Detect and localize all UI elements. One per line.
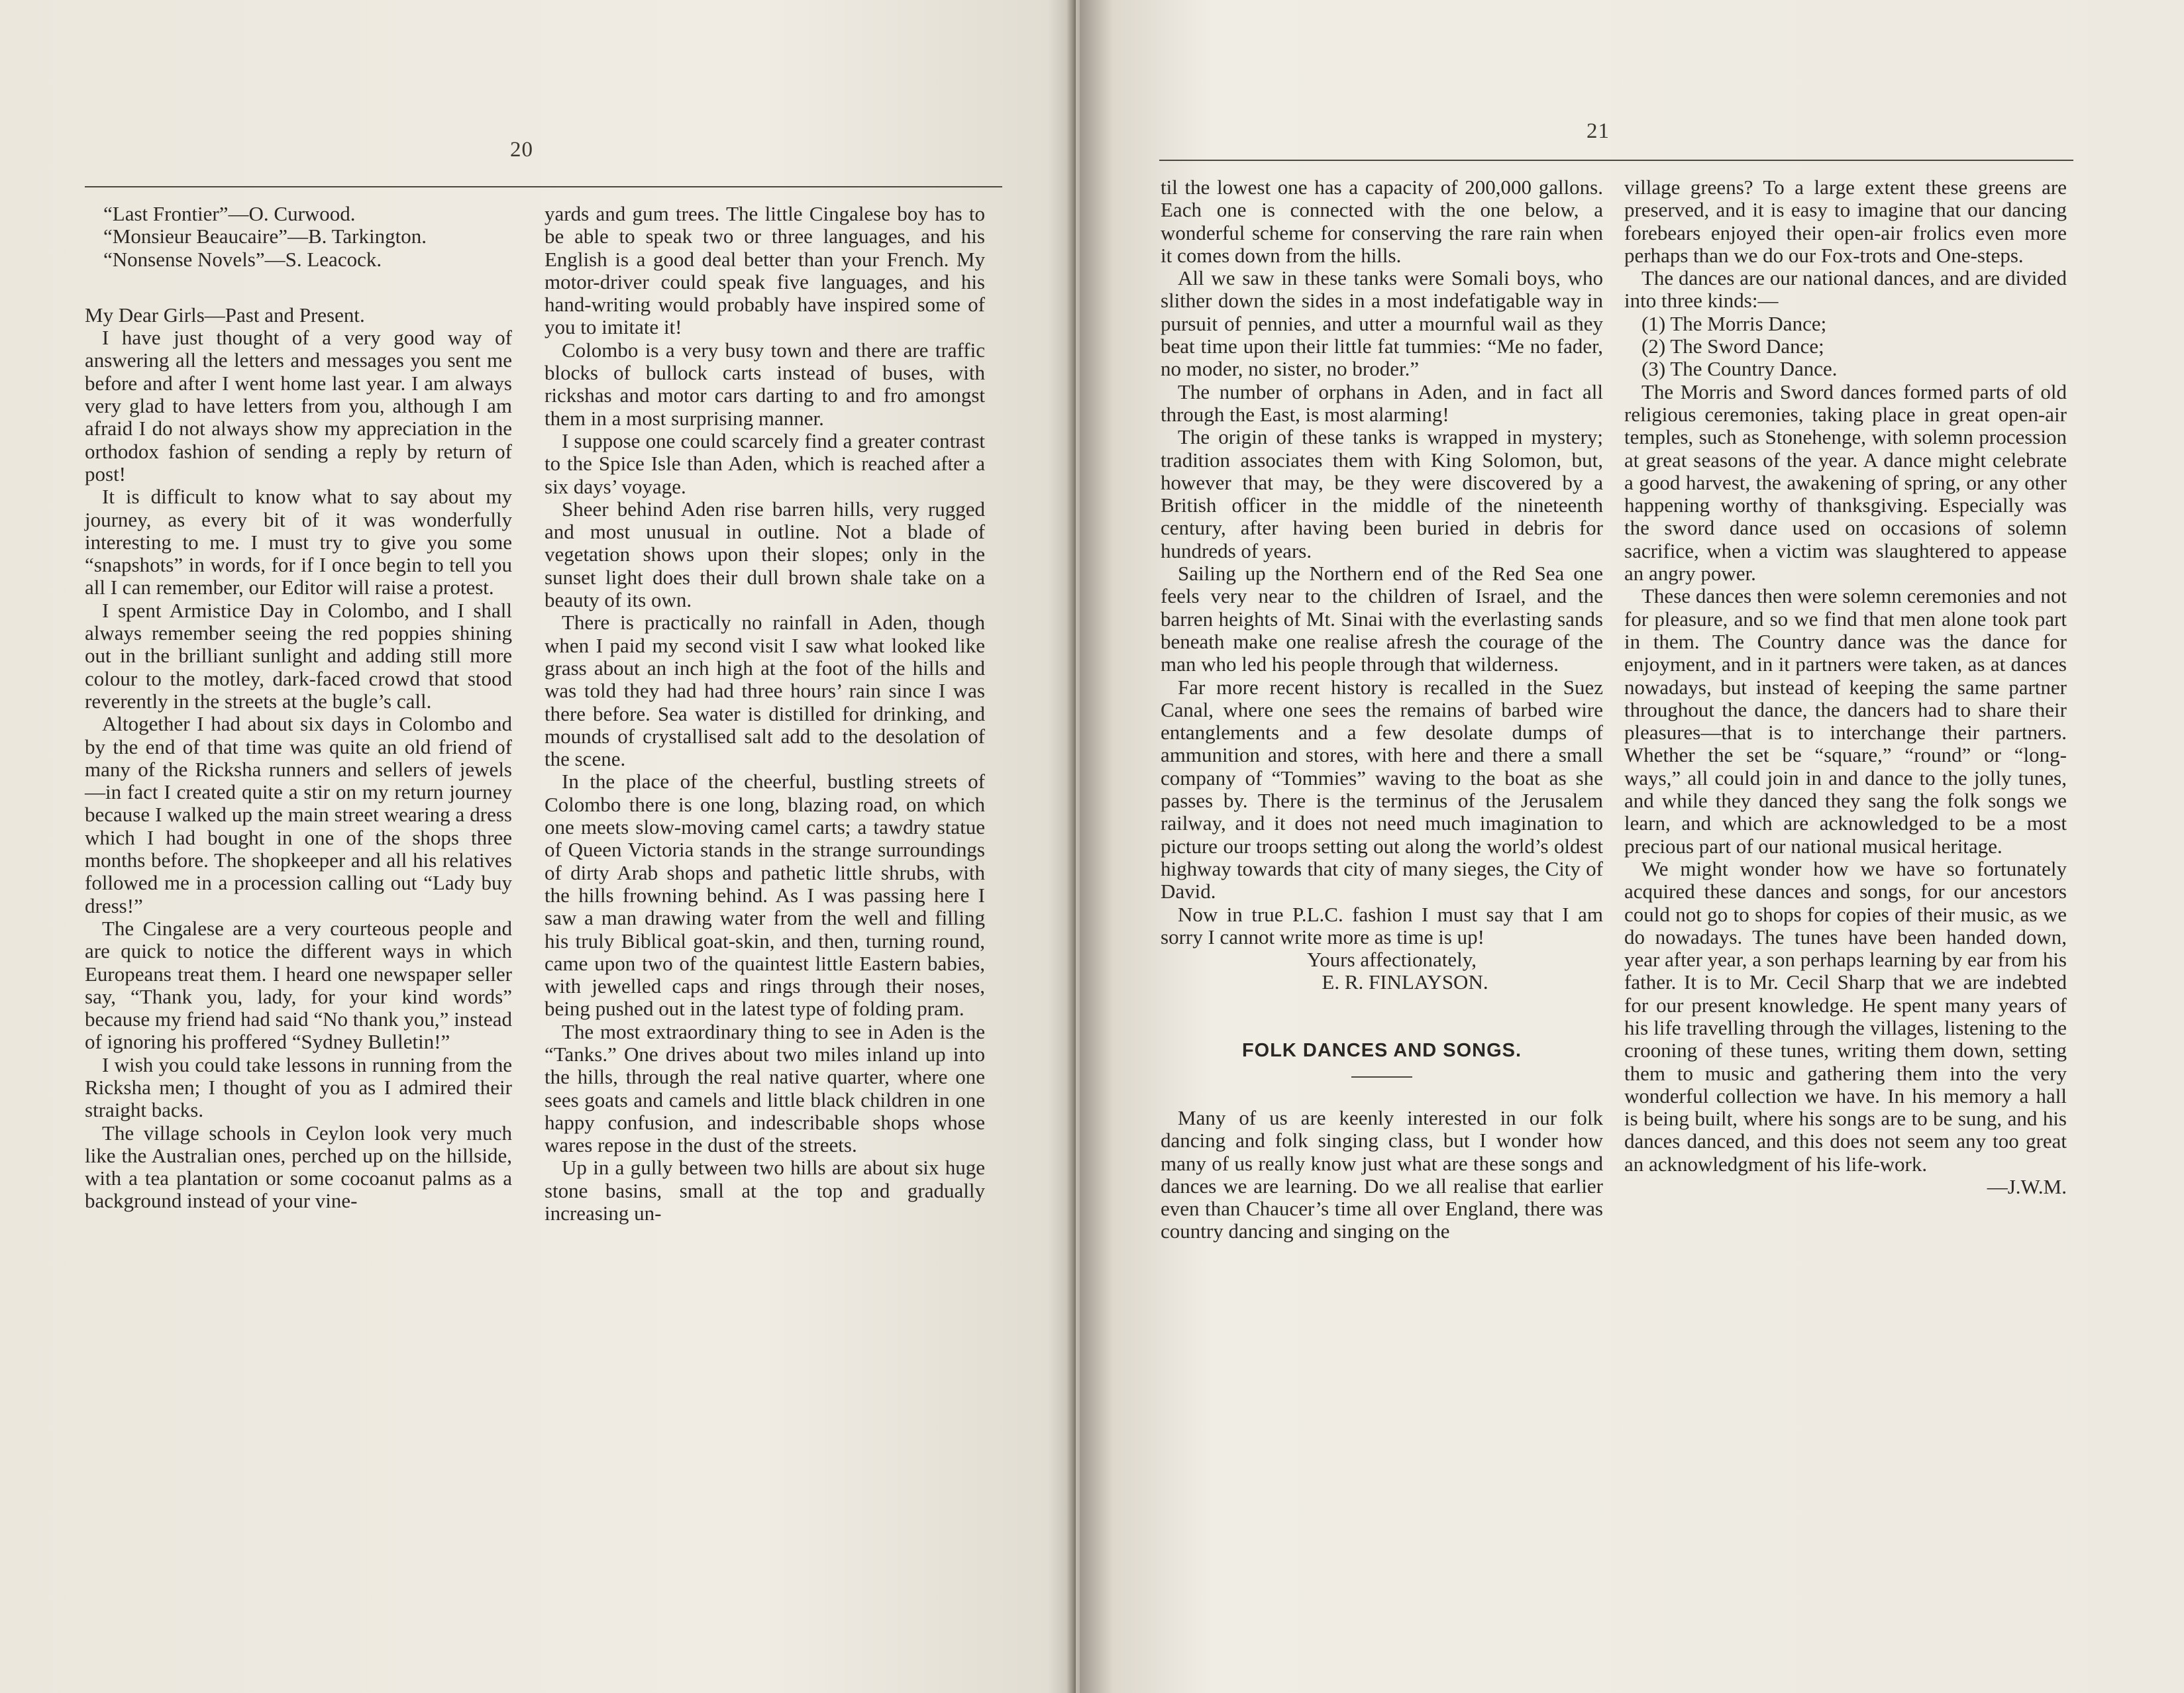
letter-signature: E. R. FINLAYSON. <box>1322 970 1488 994</box>
paragraph: We might wonder how we have so fortunately acquired these dances and songs, for our ancestors could not go to shops for copies of their music, as we do nowadays. The tunes have been handed down, year after year, a son perhaps learning by ear from his father. It is to Mr. Cecil Sharp that we are indebted for our present knowledge. He spent many years of his life travelling through the villages, listening to the crooning of these tunes, writing them down, setting them to music and gathering them into the very wonderful collection we have. In his memory a hall is being built, where his songs are to be sung, and his dances danced, and this does not seem any too great an acknowledgment of his life-work. <box>1624 856 2067 1176</box>
paragraph: The Morris and Sword dances formed parts of old religious ceremonies, taking place in great open-air temples, such as Stonehenge, with solemn procession at great seasons of the year. A dance might celebrate a good harvest, the awakening of spring, or any other happening worthy of thanksgiving. Especially was the sword dance used on occasions of solemn sacrifice, when a victim was slaughtered to appease an angry power. <box>1624 380 2067 586</box>
paragraph: Now in true P.L.C. fashion I must say that I am sorry I cannot write more as time is up! <box>1161 902 1603 949</box>
letter-salutation: My Dear Girls—Past and Present. <box>85 303 365 327</box>
list-item: (3) The Country Dance. <box>1641 357 1838 381</box>
left-page <box>0 0 1080 1693</box>
header-rule-right <box>1159 160 2073 161</box>
title-rule <box>1351 1076 1412 1078</box>
letter-closing: Yours affectionately, <box>1307 948 1477 972</box>
paragraph: There is practically no rainfall in Aden, though when I paid my second visit I saw what looked like grass about an inch high at the foot of the hills and was told they had had three hours’ rain since I was there before. Sea water is distilled for drinking, and mounds of crystallised salt add to the desolation of the scene. <box>545 611 985 771</box>
page-number-left: 20 <box>510 138 533 162</box>
paragraph: I spent Armistice Day in Colombo, and I shall always remember seeing the red poppies shining out in the brilliant sunlight and adding still more colour to the motley, dark-faced crowd that stood reverently in the streets at the bugle’s call. <box>85 598 512 713</box>
paragraph: yards and gum trees. The little Cingalese boy has to be able to speak two or three languages, and his English is a good deal better than your French. My motor-driver could speak five languages, and his hand-writing would probably have inspired some of you to imitate it! <box>545 202 985 339</box>
paragraph: I wish you could take lessons in running from the Ricksha men; I thought of you as I admired their straight backs. <box>85 1052 512 1122</box>
right-page <box>1080 0 2184 1693</box>
book-list-item: “Monsieur Beaucaire”—B. Tarkington. <box>103 225 427 248</box>
paragraph: In the place of the cheerful, bustling streets of Colombo there is one long, blazing road, on which one meets slow-moving camel carts; a tawdry statue of Queen Victoria stands in the strange surroundings of dirty Arab shops and pathetic little shrubs, with the hills frowning behind. As I was passing here I saw a man drawing water from the well and filling his truly Biblical goat-skin, and then, turning round, came upon two of the quaintest little Eastern babies, with jewelled caps and rings through their noses, being pushed out in the latest type of folding pram. <box>545 770 985 1021</box>
paragraph: These dances then were solemn ceremonies and not for pleasure, and so we find that men alone took part in them. The Country dance was the dance for enjoyment, and in it partners were taken, as at dances nowadays, but instead of keeping the same partner throughout the dance, the dancers had to share their pleasures—that is to interchange their partners. Whether the set be “square,” “round” or “long-ways,” all could join in and dance to the jolly tunes, and while they danced they sang the folk songs we learn, and which are acknowledged to be a most precious part of our national musical heritage. <box>1624 584 2067 858</box>
paragraph: The dances are our national dances, and are divided into three kinds:— <box>1624 266 2067 313</box>
paragraph: I have just thought of a very good way of answering all the letters and messages you sent me before and after I went home last year. I am always very glad to have letters from you, although I am afraid I do not always show my appreciation in the orthodox fashion of sending a reply by return of post! <box>85 326 512 486</box>
list-item: (2) The Sword Dance; <box>1641 334 1824 358</box>
paragraph: Far more recent history is recalled in the Suez Canal, where one sees the remains of barbed wire entanglements and a few desolate dumps of ammunition and stores, with here and there a small company of “Tommies” waving to the boat as she passes by. There is the terminus of the Jerusalem railway, and it does not need much imagination to picture our troops setting out along the world’s oldest highway towards that city of many sieges, the City of David. <box>1161 675 1603 903</box>
paragraph: Sailing up the Northern end of the Red Sea one feels very near to the children of Israel, and the barren heights of Mt. Sinai with the everlasting sands beneath make one realise afresh the courage of the man who led his people through that wilderness. <box>1161 562 1603 676</box>
paragraph: The number of orphans in Aden, and in fact all through the East, is most alarming! <box>1161 380 1603 426</box>
list-item: (1) The Morris Dance; <box>1641 311 1827 335</box>
paragraph: til the lowest one has a capacity of 200,000 gallons. Each one is connected with the one below, a wonderful scheme for conserving the rare rain when it comes down from the hills. <box>1161 176 1603 267</box>
spine-shadow <box>1066 0 1076 1693</box>
paragraph: Sheer behind Aden rise barren hills, very rugged and most unusual in outline. Not a blade of vegetation shows upon their slopes; only in the sunset light does their dull brown shale take on a beauty of its own. <box>545 497 985 612</box>
paragraph: All we saw in these tanks were Somali boys, who slither down the sides in a most indefatigable way in pursuit of pennies, and utter a mournful wail as they beat time upon their little fat tummies: “Me no fader, no moder, no sister, no broder.” <box>1161 266 1603 381</box>
left-column-2 <box>545 203 985 1225</box>
right-column-1 <box>1161 176 1603 1243</box>
book-list-item: “Nonsense Novels”—S. Leacock. <box>103 247 382 271</box>
article-signature: —J.W.M. <box>1987 1175 2067 1199</box>
book-list-item: “Last Frontier”—O. Curwood. <box>103 202 356 225</box>
page-number-right: 21 <box>1586 119 1610 143</box>
paragraph: Altogether I had about six days in Colombo and by the end of that time was quite an old friend of many of the Ricksha runners and sellers of jewels—in fact I created quite a stir on my return journey because I walked up the main street wearing a dress which I had bought in one of the shops three months before. The shopkeeper and all his relatives followed me in a procession calling out “Lady buy dress!” <box>85 712 512 917</box>
paragraph: village greens? To a large extent these greens are preserved, and it is easy to imagine that our dancing forebears enjoyed their open-air frolics even more perhaps than we do our Fox-trots and One-steps. <box>1624 176 2067 267</box>
right-column-2 <box>1624 176 2067 1198</box>
header-rule-left <box>85 186 1002 187</box>
article-title: FOLK DANCES AND SONGS. <box>1241 1039 1522 1061</box>
paragraph: Up in a gully between two hills are about six huge stone basins, small at the top and gradually increasing un- <box>545 1156 985 1225</box>
paragraph: It is difficult to know what to say about my journey, as every bit of it was wonderfully interesting to me. I must try to give you some “snapshots” in words, for if I once begin to tell you all I can remember, our Editor will raise a protest. <box>85 485 512 599</box>
paragraph: The Cingalese are a very courteous people and are quick to notice the different ways in which Europeans treat them. I heard one newspaper seller say, “Thank you, lady, for your kind words” because my friend had said “No thank you,” instead of ignoring his proffered “Sydney Bulletin!” <box>85 916 512 1054</box>
paragraph: The origin of these tanks is wrapped in mystery; tradition associates them with King Solomon, but, however that may, be they were discovered by a British officer in the middle of the nineteenth century, after having been buried in debris for hundreds of years. <box>1161 425 1603 562</box>
paragraph: The village schools in Ceylon look very much like the Australian ones, perched up on the hillside, with a tea plantation or some cocoanut palms as a background instead of your vine- <box>85 1121 512 1213</box>
paragraph: The most extraordinary thing to see in Aden is the “Tanks.” One drives about two miles inland up into the hills, through the real native quarter, where one sees goats and camels and little black children in one happy confusion, and indescribable shops whose wares repose in the dust of the streets. <box>545 1019 985 1157</box>
paragraph: Many of us are keenly interested in our folk dancing and folk singing class, but I wonder how many of us really know just what are these songs and dances we are learning. Do we all realise that earlier even than Chaucer’s time all over England, there was country dancing and singing on the <box>1161 1105 1603 1243</box>
left-column-1 <box>85 203 512 1213</box>
paragraph: Colombo is a very busy town and there are traffic blocks of bullock carts instead of buses, with rickshas and motor cars darting to and fro amongst them in a most surprising manner. <box>545 338 985 430</box>
paragraph: I suppose one could scarcely find a greater contrast to the Spice Isle than Aden, which is reached after a six days’ voyage. <box>545 429 985 498</box>
